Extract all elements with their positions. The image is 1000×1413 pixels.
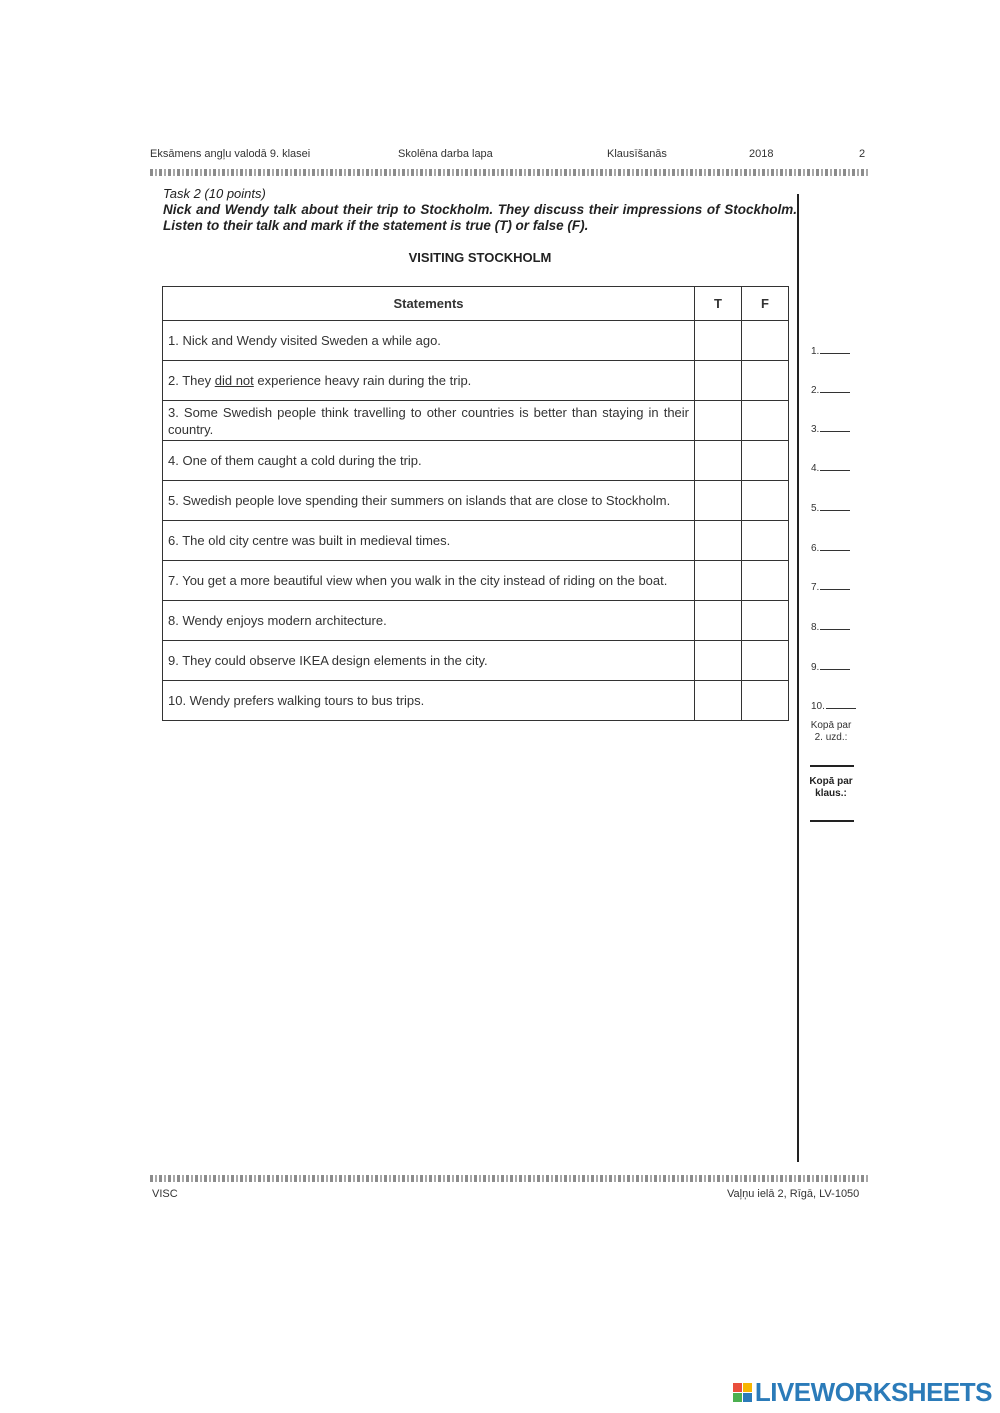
false-answer-box[interactable] (742, 321, 789, 361)
score-label: 7. (811, 582, 820, 593)
score-label: 2. (811, 385, 820, 396)
footer-ornament-divider (150, 1175, 868, 1182)
false-answer-box[interactable] (742, 401, 789, 441)
table-row (163, 521, 789, 561)
false-answer-box[interactable] (742, 361, 789, 401)
statement-text: 9. They could observe IKEA design elements in the city. (163, 641, 695, 681)
false-answer-box[interactable] (742, 521, 789, 561)
margin-vertical-rule (797, 194, 799, 1162)
table-row (163, 481, 789, 521)
score-item (811, 622, 850, 633)
score-item (811, 346, 850, 357)
score-item (811, 424, 850, 435)
score-blank (820, 470, 850, 471)
listening-total-label (806, 776, 856, 800)
score-blank (820, 629, 850, 630)
header-page-number: 2 (859, 148, 866, 160)
false-answer-box[interactable] (742, 561, 789, 601)
score-blank (820, 550, 850, 551)
true-answer-box[interactable] (695, 601, 742, 641)
score-item (811, 503, 850, 514)
score-item (811, 385, 850, 396)
table-row (163, 401, 789, 441)
table-row (163, 361, 789, 401)
logo-text: LIVEWORKSHEETS (754, 1377, 992, 1407)
statement-text: 8. Wendy enjoys modern architecture. (163, 601, 695, 641)
statement-text-part: 2. They (168, 373, 215, 388)
score-blank (820, 510, 850, 511)
score-blank (826, 708, 856, 709)
table-row (163, 601, 789, 641)
score-item (811, 543, 850, 554)
statement-text-part: experience heavy rain during the trip. (253, 373, 472, 388)
task-total-line1: Kopā par (810, 720, 852, 731)
false-answer-box[interactable] (742, 601, 789, 641)
score-item (811, 463, 850, 474)
score-blank (820, 392, 850, 393)
false-answer-box[interactable] (742, 641, 789, 681)
statement-text: 5. Swedish people love spending their summers on islands that are close to Stockholm. (163, 481, 695, 521)
statement-text: 10. Wendy prefers walking tours to bus trips. (163, 681, 695, 721)
statement-text: 4. One of them caught a cold during the trip. (163, 441, 695, 481)
false-answer-box[interactable] (742, 441, 789, 481)
statements-table (162, 286, 789, 721)
score-label: 10. (811, 701, 825, 712)
table-row (163, 321, 789, 361)
true-answer-box[interactable] (695, 681, 742, 721)
listening-total-line1: Kopā par (809, 776, 853, 787)
score-label: 9. (811, 662, 820, 673)
table-row (163, 641, 789, 681)
header-year: 2018 (749, 148, 774, 160)
footer-left-text: VISC (152, 1188, 178, 1200)
liveworksheets-logo (733, 1377, 992, 1408)
underlined-phrase: did not (214, 373, 254, 388)
false-column-header: F (742, 287, 789, 321)
score-blank (820, 353, 850, 354)
table-row (163, 561, 789, 601)
statement-text: 7. You get a more beautiful view when you walk in the city instead of riding on the boat. (163, 561, 695, 601)
logo-blocks-icon (733, 1383, 752, 1402)
header-exam-title: Eksāmens angļu valodā 9. klasei (150, 148, 311, 160)
score-label: 1. (811, 346, 820, 357)
table-row (163, 681, 789, 721)
listening-total-line2: klaus.: (815, 788, 847, 799)
score-blank (820, 589, 850, 590)
header-section-label: Klausīšanās (607, 148, 667, 160)
score-blank (820, 669, 850, 670)
worksheet-heading: VISITING STOCKHOLM (408, 250, 552, 265)
true-answer-box[interactable] (695, 641, 742, 681)
false-answer-box[interactable] (742, 481, 789, 521)
score-label: 3. (811, 424, 820, 435)
true-answer-box[interactable] (695, 481, 742, 521)
statement-text: 1. Nick and Wendy visited Sweden a while ago. (163, 321, 695, 361)
header-sheet-label: Skolēna darba lapa (398, 148, 493, 160)
task-title: Task 2 (10 points) (163, 186, 266, 201)
task-total-label (806, 720, 856, 744)
score-item (811, 662, 850, 673)
score-item (811, 582, 850, 593)
score-label: 5. (811, 503, 820, 514)
task-total-line2: 2. uzd.: (814, 732, 848, 743)
statements-column-header: Statements (163, 287, 695, 321)
statement-text: 3. Some Swedish people think travelling to other countries is better than staying in their country. (163, 401, 695, 441)
true-answer-box[interactable] (695, 361, 742, 401)
statement-text: 6. The old city centre was built in medieval times. (163, 521, 695, 561)
header-ornament-divider (150, 169, 868, 176)
true-column-header: T (695, 287, 742, 321)
score-item (811, 701, 856, 712)
table-header-row (163, 287, 789, 321)
score-label: 8. (811, 622, 820, 633)
table-row (163, 441, 789, 481)
footer-address: Vaļņu ielā 2, Rīgā, LV-1050 (727, 1188, 860, 1200)
true-answer-box[interactable] (695, 441, 742, 481)
task-total-blank (810, 765, 854, 767)
score-label: 6. (811, 543, 820, 554)
statement-text (163, 361, 695, 401)
score-label: 4. (811, 463, 820, 474)
true-answer-box[interactable] (695, 561, 742, 601)
true-answer-box[interactable] (695, 321, 742, 361)
false-answer-box[interactable] (742, 681, 789, 721)
listening-total-blank (810, 820, 854, 822)
true-answer-box[interactable] (695, 521, 742, 561)
score-blank (820, 431, 850, 432)
task-instructions: Nick and Wendy talk about their trip to Stockholm. They discuss their impressions of Stockholm. Listen to their talk and mark if the statement is true (T) or false (F). (163, 202, 797, 233)
true-answer-box[interactable] (695, 401, 742, 441)
